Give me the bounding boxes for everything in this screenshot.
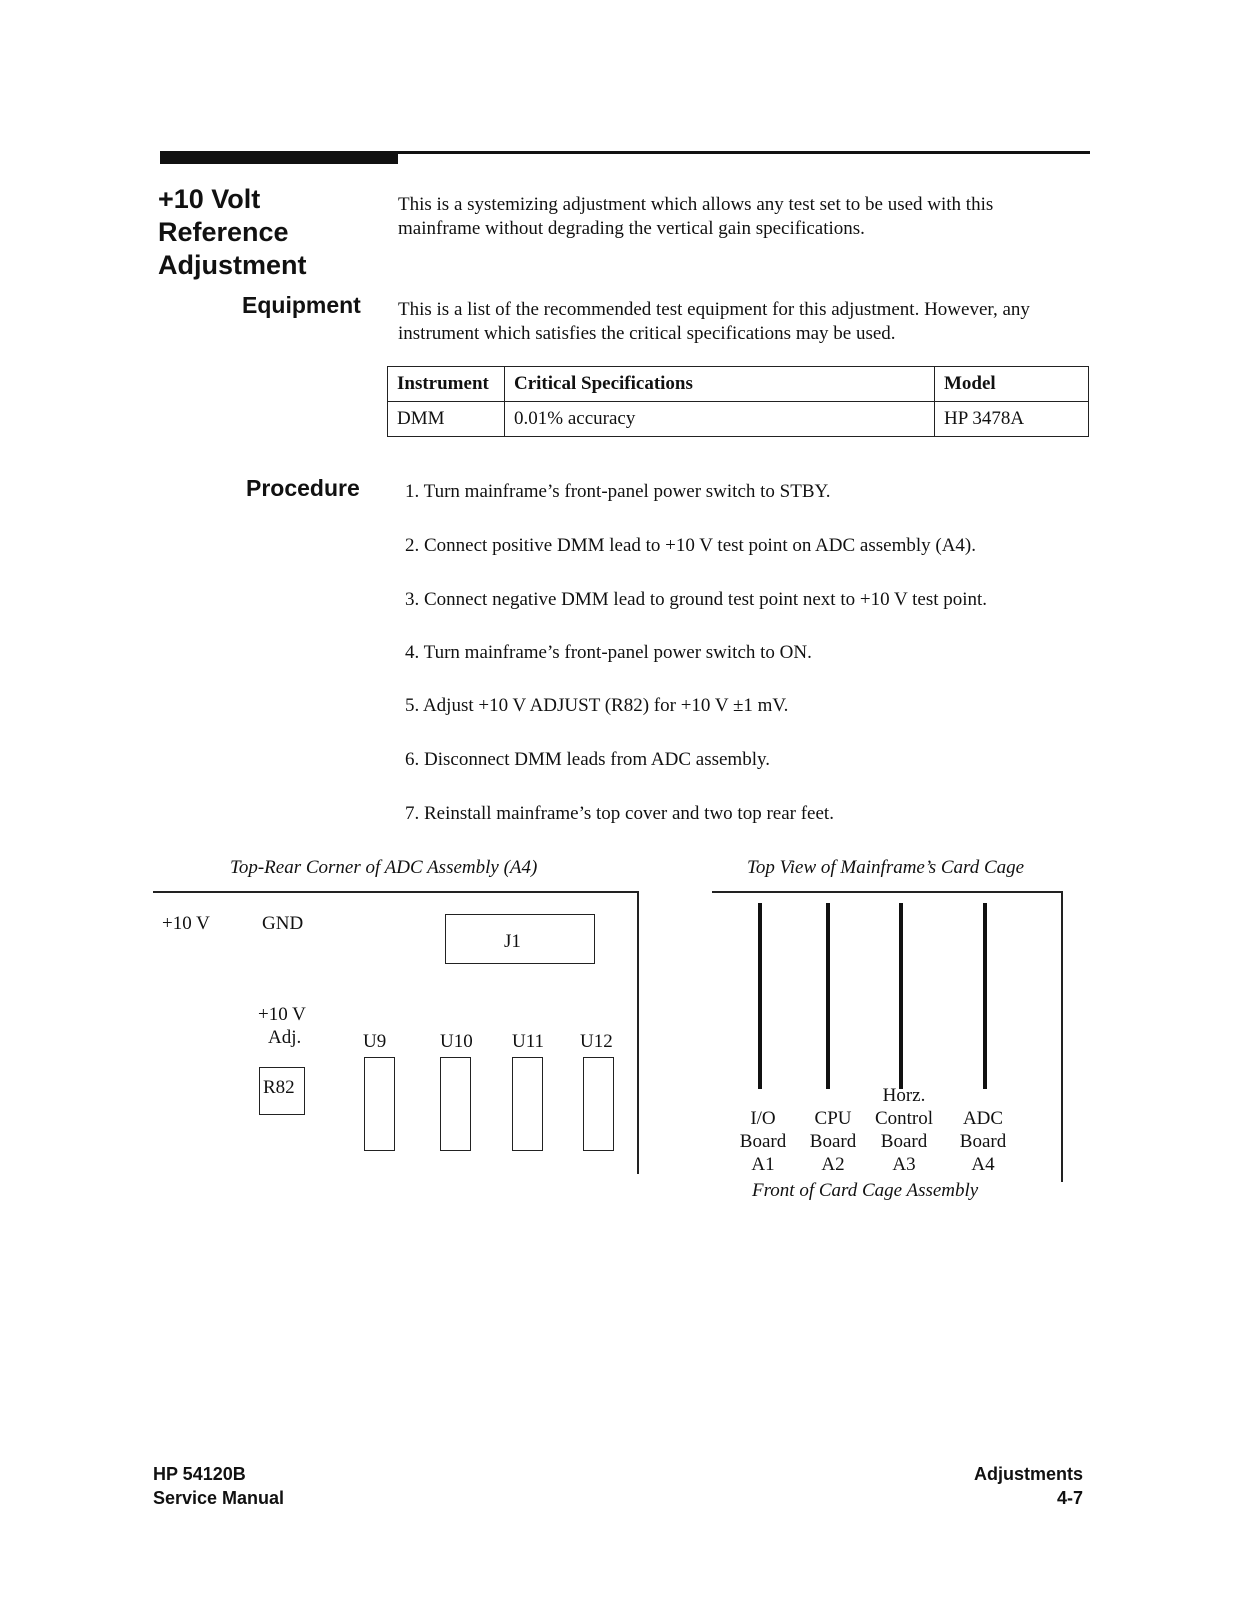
section-intro: This is a systemizing adjustment which allows any test set to be used with this mainframe without degrading the vertical gain specifications. xyxy=(398,194,994,239)
board-label-line: CPU xyxy=(814,1108,852,1129)
procedure-step: 7. Reinstall mainframe’s top cover and two top rear feet. xyxy=(405,803,834,824)
table-header-instrument: Instrument xyxy=(388,367,505,402)
card-slot-a1 xyxy=(758,903,762,1089)
equipment-heading: Equipment xyxy=(242,292,361,318)
adjust-label-line2: Adj. xyxy=(268,1027,302,1048)
board-label-line: Board xyxy=(739,1131,787,1152)
card-slot-a4 xyxy=(983,903,987,1089)
chip-u10-label: U10 xyxy=(440,1031,473,1052)
procedure-step: 3. Connect negative DMM lead to ground test point next to +10 V test point. xyxy=(405,589,988,610)
board-a3-label xyxy=(868,1084,940,1176)
chip-u9-label: U9 xyxy=(363,1031,387,1052)
board-label-line: A2 xyxy=(821,1154,845,1175)
footer-manual: Service Manual xyxy=(153,1488,285,1508)
top-rule-bar xyxy=(160,151,398,164)
board-label-line: Board xyxy=(809,1131,857,1152)
figure-left-caption: Top-Rear Corner of ADC Assembly (A4) xyxy=(230,857,538,878)
title-line-1: +10 Volt xyxy=(158,184,261,214)
chip-u11-label: U11 xyxy=(512,1031,545,1052)
board-a4-label xyxy=(954,1084,1012,1176)
table-cell: HP 3478A xyxy=(935,402,1089,437)
card-slot-a2 xyxy=(826,903,830,1089)
table-cell: 0.01% accuracy xyxy=(505,402,935,437)
potentiometer-r82-label: R82 xyxy=(263,1077,295,1098)
procedure-step: 6. Disconnect DMM leads from ADC assembly. xyxy=(405,749,770,770)
board-label-line: A3 xyxy=(892,1154,916,1175)
connector-j1-label: J1 xyxy=(504,931,521,952)
chip-u11 xyxy=(512,1057,543,1151)
equipment-intro: This is a list of the recommended test equipment for this adjustment. However, any instrument which satisfies the critical specifications may be used. xyxy=(398,299,1030,344)
figure-left-right-border xyxy=(637,891,639,1174)
board-label-line: Horz. xyxy=(882,1085,926,1106)
figure-right-bottom-caption: Front of Card Cage Assembly xyxy=(752,1180,979,1201)
figure-right-caption: Top View of Mainframe’s Card Cage xyxy=(747,857,1025,878)
board-label-line: Control xyxy=(874,1108,934,1129)
board-label-line xyxy=(736,1084,790,1107)
board-label-line: I/O xyxy=(750,1108,776,1129)
table-row xyxy=(388,402,1089,437)
procedure-step: 2. Connect positive DMM lead to +10 V test point on ADC assembly (A4). xyxy=(405,535,977,556)
board-label-line: Board xyxy=(959,1131,1007,1152)
board-label-line xyxy=(954,1084,1012,1107)
procedure-step: 4. Turn mainframe’s front-panel power switch to ON. xyxy=(405,642,812,663)
footer-left xyxy=(153,1462,284,1510)
table-header-specs: Critical Specifications xyxy=(505,367,935,402)
board-label-line: A1 xyxy=(751,1154,775,1175)
procedure-step: 1. Turn mainframe’s front-panel power switch to STBY. xyxy=(405,481,831,502)
equipment-table xyxy=(387,366,1089,437)
title-line-3: Adjustment xyxy=(158,250,307,280)
card-slot-a3 xyxy=(899,903,903,1089)
test-point-plus10v-label: +10 V xyxy=(162,913,210,934)
footer-model: HP 54120B xyxy=(153,1464,246,1484)
chip-u12 xyxy=(583,1057,614,1151)
chip-u9 xyxy=(364,1057,395,1151)
adjust-label-line1: +10 V xyxy=(258,1004,306,1025)
board-label-line xyxy=(805,1084,861,1107)
board-label-line: Board xyxy=(880,1131,928,1152)
table-header-row xyxy=(388,367,1089,402)
board-a2-label xyxy=(805,1084,861,1176)
figure-right-right-border xyxy=(1061,891,1063,1182)
board-a1-label xyxy=(736,1084,790,1176)
title-line-2: Reference xyxy=(158,217,289,247)
page-number: 4-7 xyxy=(1056,1488,1083,1508)
test-point-gnd-label: GND xyxy=(262,913,304,934)
chip-u12-label: U12 xyxy=(580,1031,613,1052)
footer-right xyxy=(974,1462,1083,1510)
table-cell: DMM xyxy=(388,402,505,437)
board-label-line: A4 xyxy=(971,1154,995,1175)
board-label-line: ADC xyxy=(962,1108,1004,1129)
figure-right-top-border xyxy=(712,891,1063,893)
chip-u10 xyxy=(440,1057,471,1151)
footer-chapter: Adjustments xyxy=(973,1464,1083,1484)
table-header-model: Model xyxy=(935,367,1089,402)
procedure-heading: Procedure xyxy=(246,475,360,501)
figure-left-top-border xyxy=(153,891,639,893)
procedure-step: 5. Adjust +10 V ADJUST (R82) for +10 V ±1 mV. xyxy=(405,695,789,716)
section-title xyxy=(158,183,307,282)
